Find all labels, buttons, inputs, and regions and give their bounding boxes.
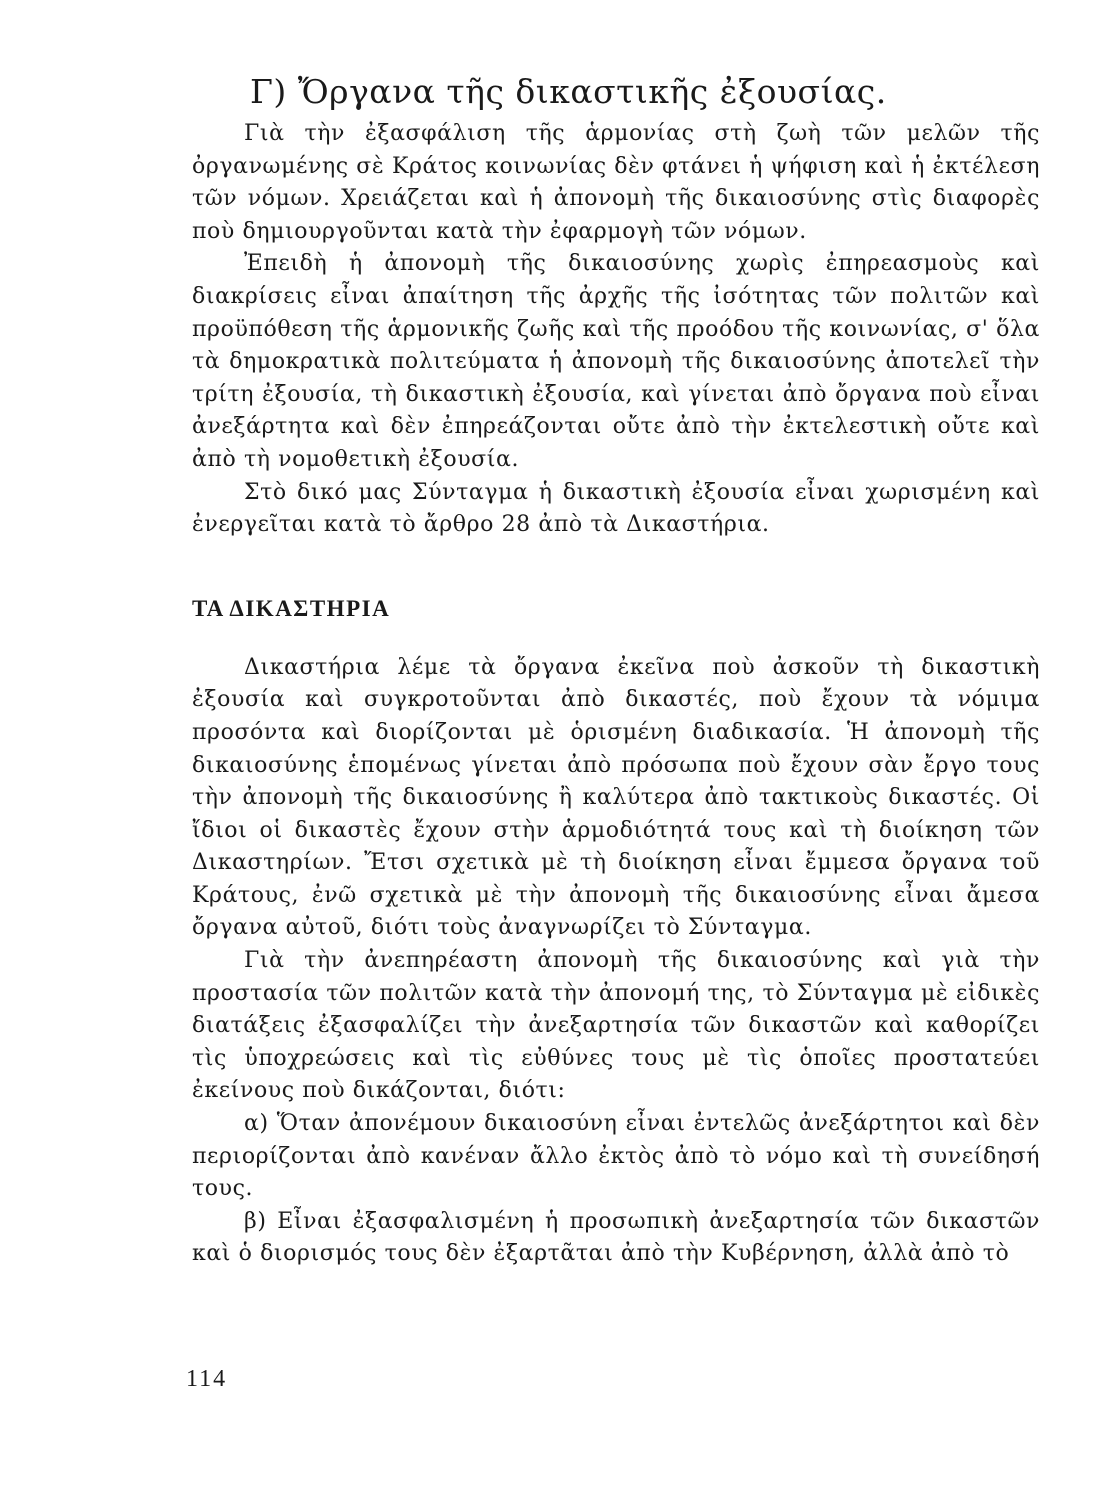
intro-paragraph-1: Γιὰ τὴν ἐξασφάλιση τῆς ἁρμονίας στὴ ζωὴ τῶν μελῶν τῆς ὀργανωμένης σὲ Κράτος κοινωνίας δὲν φτάνει ἡ ψήφιση καὶ ἡ ἐκτέλεση τῶν νόμων. Χρειάζεται καὶ ἡ ἀπονομὴ τῆς δικαιοσύνης στὶς διαφορὲς ποὺ δημιουργοῦνται κατὰ τὴν ἐφαρμογὴ τῶν νόμων. [192, 121, 1040, 244]
section-title: Γ) Ὄργανα τῆς δικαστικῆς ἐξουσίας. [250, 72, 887, 111]
page-number: 114 [186, 1366, 228, 1392]
intro-paragraph-2: Ἐπειδὴ ἡ ἀπονομὴ τῆς δικαιοσύνης χωρὶς ἐπηρεασμοὺς καὶ διακρίσεις εἶναι ἀπαίτηση τῆς ἀρχῆς τῆς ἰσότητας τῶν πολιτῶν καὶ προϋπόθεση τῆς ἁρμονικῆς ζωῆς καὶ τῆς προόδου τῆς κοινωνίας, σ' ὅλα τὰ δημοκρατικὰ πολιτεύματα ἡ ἀπονομὴ τῆς δικαιοσύνης ἀποτελεῖ τὴν τρίτη ἐξουσία, τὴ δικαστικὴ ἐξουσία, καὶ γίνεται ἀπὸ ὄργανα ποὺ εἶναι ἀνεξάρτητα καὶ δὲν ἐπηρεάζονται οὔτε ἀπὸ τὴν ἐκτελεστικὴ οὔτε καὶ ἀπὸ τὴ νομοθετικὴ ἐξουσία. [192, 251, 1040, 472]
courts-heading: ΤΑ ΔΙΚΑΣΤΗΡΙΑ [192, 595, 391, 621]
body-paragraph-1: Δικαστήρια λέμε τὰ ὄργανα ἐκεῖνα ποὺ ἀσκοῦν τὴ δικαστικὴ ἐξουσία καὶ συγκροτοῦνται ἀπὸ δικαστές, ποὺ ἔχουν τὰ νόμιμα προσόντα καὶ διορίζονται μὲ ὁρισμένη διαδικασία. Ἡ ἀπονομὴ τῆς δικαιοσύνης ἑπομένως γίνεται ἀπὸ πρόσωπα ποὺ ἔχουν σὰν ἔργο τους τὴν ἀπονομὴ τῆς δικαιοσύνης ἢ καλύτερα ἀπὸ τακτικοὺς δικαστές. Οἱ ἴδιοι οἱ δικαστὲς ἔχουν στὴν ἁρμοδιότητά τους καὶ τὴ διοίκηση τῶν Δικαστηρίων. Ἔτσι σχετικὰ μὲ τὴ διοίκηση εἶναι ἔμμεσα ὄργανα τοῦ Κράτους, ἐνῶ σχετικὰ μὲ τὴν ἀπονομὴ τῆς δικαιοσύνης εἶναι ἄμεσα ὄργανα αὐτοῦ, διότι τοὺς ἀναγνωρίζει τὸ Σύνταγμα. [192, 654, 1040, 941]
list-item-a: α) Ὅταν ἀπονέμουν δικαιοσύνη εἶναι ἐντελῶς ἀνεξάρτητοι καὶ δὲν περιορίζονται ἀπὸ κανέναν ἄλλο ἐκτὸς ἀπὸ τὸ νόμο καὶ τὴ συνείδησή τους. [192, 1111, 1040, 1202]
list-item-b: β) Εἶναι ἐξασφαλισμένη ἡ προσωπικὴ ἀνεξαρτησία τῶν δικαστῶν καὶ ὁ διορισμός τους δὲν ἐξαρτᾶται ἀπὸ τὴν Κυβέρνηση, ἀλλὰ ἀπὸ τὸ [192, 1208, 1040, 1267]
body-paragraph-2: Γιὰ τὴν ἀνεπηρέαστη ἀπονομὴ τῆς δικαιοσύνης καὶ γιὰ τὴν προστασία τῶν πολιτῶν κατὰ τὴν ἀπονομή της, τὸ Σύνταγμα μὲ εἰδικὲς διατάξεις ἐξασφαλίζει τὴν ἀνεξαρτησία τῶν δικαστῶν καὶ καθορίζει τὶς ὑποχρεώσεις καὶ τὶς εὐθύνες τους μὲ τὶς ὁποῖες προστατεύει ἐκείνους ποὺ δικάζονται, διότι: [192, 948, 1040, 1104]
intro-paragraph-3: Στὸ δικό μας Σύνταγμα ἡ δικαστικὴ ἐξουσία εἶναι χωρισμένη καὶ ἐνεργεῖται κατὰ τὸ ἄρθρο 28 ἀπὸ τὰ Δικαστήρια. [192, 479, 1040, 538]
page-content [192, 70, 1040, 1271]
